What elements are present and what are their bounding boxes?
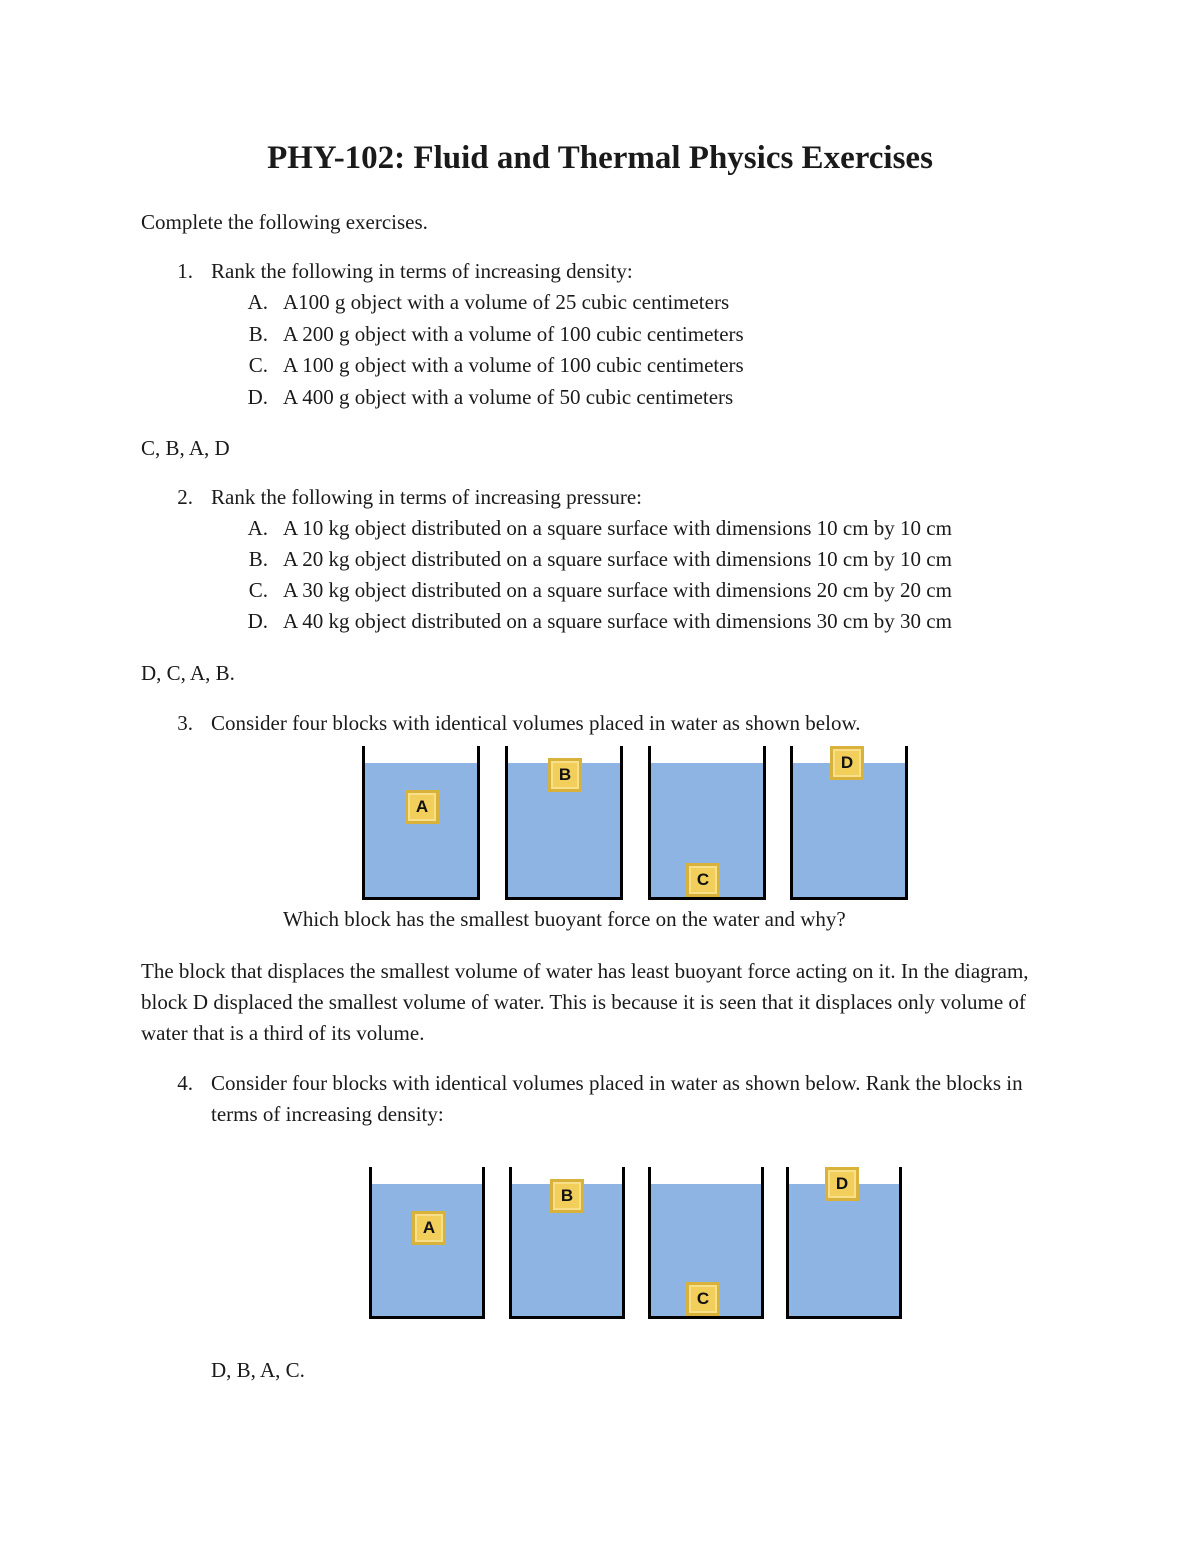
q2-answer: D, C, A, B.: [141, 661, 235, 685]
q1-option-letter: C.: [248, 353, 268, 377]
block-a: A: [405, 790, 439, 824]
q1-option-letter: D.: [247, 385, 268, 409]
q1-option-letter: A.: [247, 290, 268, 314]
q1-option-text: A 200 g object with a volume of 100 cubic centimeters: [283, 322, 744, 346]
q1-text: Rank the following in terms of increasing density:: [211, 259, 633, 283]
beaker: [362, 746, 480, 900]
water: [793, 763, 905, 897]
q1-number: 1.: [177, 259, 193, 283]
beaker: [509, 1167, 625, 1319]
block-c: C: [686, 1282, 720, 1316]
q3-text: Consider four blocks with identical volumes placed in water as shown below.: [211, 711, 861, 735]
q4-number: 4.: [177, 1071, 193, 1095]
q1-option-text: A 400 g object with a volume of 50 cubic centimeters: [283, 385, 734, 409]
q2-option-letter: D.: [247, 609, 268, 633]
beaker: [369, 1167, 485, 1319]
q2-number: 2.: [177, 485, 193, 509]
q4-answer: D, B, A, C.: [211, 1358, 305, 1382]
q2-option-text: A 10 kg object distributed on a square surface with dimensions 10 cm by 10 cm: [283, 516, 952, 540]
beaker: [790, 746, 908, 900]
block-a: A: [412, 1211, 446, 1245]
q1-option-text: A100 g object with a volume of 25 cubic centimeters: [283, 290, 730, 314]
block-c: C: [686, 863, 720, 897]
q2-option-letter: B.: [248, 547, 268, 571]
q2-option-text: A 30 kg object distributed on a square surface with dimensions 20 cm by 20 cm: [283, 578, 952, 602]
q1-option-text: A 100 g object with a volume of 100 cubic centimeters: [283, 353, 744, 377]
q3-number: 3.: [177, 711, 193, 735]
q2-option-text: A 40 kg object distributed on a square surface with dimensions 30 cm by 30 cm: [283, 609, 952, 633]
water: [372, 1184, 482, 1316]
page-title: PHY-102: Fluid and Thermal Physics Exercises: [267, 140, 933, 176]
q3-answer: The block that displaces the smallest volume of water has least buoyant force acting on it. In the diagram, block D displaced the smallest volume of water. This is because it is seen that it displaces only volume of water that is a third of its volume.: [141, 959, 1029, 1045]
q1-answer: C, B, A, D: [141, 436, 230, 460]
water: [365, 763, 477, 897]
block-d: D: [830, 746, 864, 780]
beaker: [505, 746, 623, 900]
q2-option-letter: A.: [247, 516, 268, 540]
q2-option-letter: C.: [248, 578, 268, 602]
q4-text: Consider four blocks with identical volumes placed in water as shown below. Rank the blocks in terms of increasing density:: [211, 1071, 1023, 1126]
q3-caption: Which block has the smallest buoyant force on the water and why?: [283, 907, 846, 931]
q2-option-text: A 20 kg object distributed on a square surface with dimensions 10 cm by 10 cm: [283, 547, 952, 571]
water: [789, 1184, 899, 1316]
beaker: [786, 1167, 902, 1319]
intro-text: Complete the following exercises.: [141, 210, 428, 234]
beaker: [648, 746, 766, 900]
q1-option-letter: B.: [248, 322, 268, 346]
q2-text: Rank the following in terms of increasing pressure:: [211, 485, 642, 509]
block-b: B: [550, 1179, 584, 1213]
block-b: B: [548, 758, 582, 792]
beaker: [648, 1167, 764, 1319]
block-d: D: [825, 1167, 859, 1201]
